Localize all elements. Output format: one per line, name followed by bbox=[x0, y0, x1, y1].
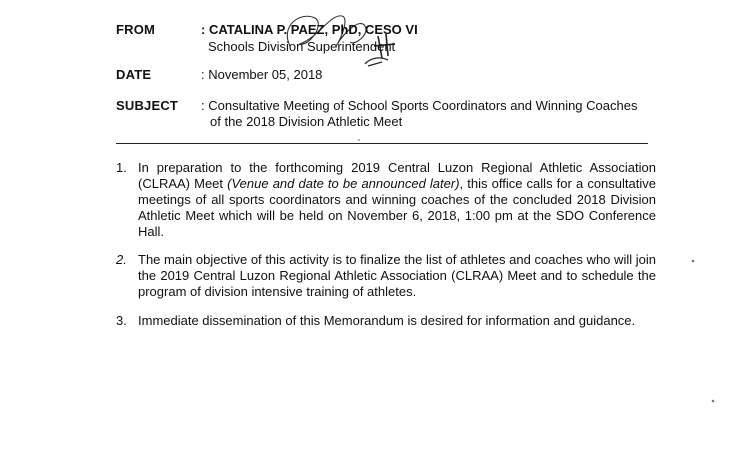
item-text: The main objective of this activity is to finalize the list of athletes and coaches who will join the 2019 Central Luzon Regional Athletic Association (CLRAA) Meet and to schedule the program of division intensive training of athletes. bbox=[138, 252, 656, 299]
stray-mark bbox=[710, 398, 716, 404]
item-number: 3. bbox=[116, 313, 127, 328]
from-name: : CATALINA P. PAEZ, PhD, CESO VI bbox=[201, 22, 418, 37]
subject-label: SUBJECT bbox=[116, 98, 179, 113]
item-text: In preparation to the forthcoming 2019 Central Luzon Regional Athletic Association (CLRAA) Meet (Venue and date to be announced later), this office calls for a consultative meetings of all sports coordinators and winning coaches of the concluded 2018 Division Athletic Meet which will be held on November 6, 2018, 1:00 pm at the SDO Conference Hall. bbox=[138, 160, 656, 239]
list-item bbox=[116, 252, 656, 300]
list-item bbox=[116, 313, 656, 329]
from-label: FROM bbox=[116, 22, 156, 37]
date-label: DATE bbox=[116, 67, 152, 82]
date-value: : November 05, 2018 bbox=[201, 67, 323, 82]
from-title: Schools Division Superintendent bbox=[208, 39, 396, 54]
stray-mark bbox=[356, 137, 362, 143]
stray-mark bbox=[690, 258, 696, 264]
item-number: 1. bbox=[116, 160, 127, 175]
item-text: Immediate dissemination of this Memorandum is desired for information and guidance. bbox=[138, 313, 636, 328]
header-divider bbox=[116, 143, 648, 144]
list-item bbox=[116, 160, 656, 240]
subject-line-2: of the 2018 Division Athletic Meet bbox=[210, 114, 403, 129]
subject-line-1: : Consultative Meeting of School Sports Coordinators and Winning Coaches bbox=[201, 98, 638, 113]
item-number: 2. bbox=[116, 252, 127, 267]
